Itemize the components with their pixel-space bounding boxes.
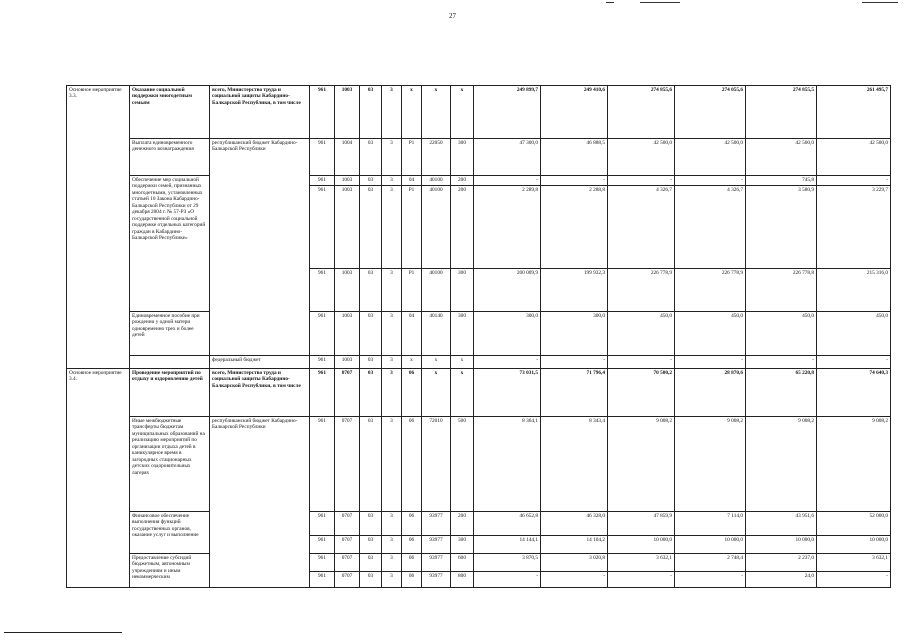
funding-source: всего, Министерство труда и социальной защиты Кабардино-Балкарской Республики, в том числе <box>210 369 310 417</box>
code-cell: 1004 <box>335 139 360 176</box>
footnote-divider <box>4 632 122 633</box>
value-cell: 42 500,0 <box>817 139 891 176</box>
value-cell: 2 289,8 <box>474 186 541 269</box>
value-cell: 9 008,2 <box>608 417 675 512</box>
value-cell: - <box>474 572 541 588</box>
value-cell: 46 328,0 <box>541 512 608 536</box>
code-cell: 300 <box>451 312 474 356</box>
code-cell: 93977 <box>422 554 451 572</box>
value-cell: - <box>675 572 746 588</box>
code-cell: 0707 <box>335 417 360 512</box>
value-cell: 42 500,0 <box>746 139 817 176</box>
value-cell: 3 632,1 <box>817 554 891 572</box>
code-cell: 961 <box>310 269 335 312</box>
value-cell: 2 288,8 <box>541 186 608 269</box>
value-cell: 9 008,2 <box>675 417 746 512</box>
value-cell: 46 888,5 <box>541 139 608 176</box>
code-cell: 961 <box>310 186 335 269</box>
scan-mark-top-right <box>862 2 898 3</box>
code-cell: 200 <box>451 176 474 186</box>
code-cell: 93977 <box>422 536 451 554</box>
value-cell: - <box>817 356 891 369</box>
code-cell: 03 <box>360 369 382 417</box>
activity-label: Основное мероприятие 3.4. <box>67 369 130 588</box>
activity-label: Основное мероприятие 3.3. <box>67 86 130 369</box>
code-cell: 22050 <box>422 139 451 176</box>
code-cell: 300 <box>451 139 474 176</box>
value-cell: - <box>474 176 541 186</box>
value-cell: 46 652,8 <box>474 512 541 536</box>
table-row <box>67 86 891 139</box>
code-cell: 961 <box>310 536 335 554</box>
value-cell: - <box>675 356 746 369</box>
code-cell: 40100 <box>422 186 451 269</box>
code-cell: 3 <box>382 186 402 269</box>
code-cell: 0707 <box>335 369 360 417</box>
code-cell: 06 <box>402 554 422 572</box>
code-cell: 06 <box>402 536 422 554</box>
table-row <box>67 356 891 369</box>
value-cell: - <box>608 356 675 369</box>
value-cell: 2 237,0 <box>746 554 817 572</box>
code-cell: 961 <box>310 572 335 588</box>
value-cell: 274 855,5 <box>746 86 817 139</box>
value-cell: 14 104,2 <box>541 536 608 554</box>
code-cell: 3 <box>382 139 402 176</box>
scan-mark-top-left <box>606 2 614 3</box>
value-cell: 2 748,4 <box>675 554 746 572</box>
value-cell: 47 859,9 <box>608 512 675 536</box>
value-cell: 65 220,8 <box>746 369 817 417</box>
value-cell: - <box>746 356 817 369</box>
activity-title: Проведение мероприятий по отдыху и оздоровлению детей <box>130 369 210 417</box>
value-cell: 10 000,0 <box>817 536 891 554</box>
code-cell: 1003 <box>335 312 360 356</box>
code-cell: 3 <box>382 369 402 417</box>
code-cell: 200 <box>451 512 474 536</box>
value-cell: 226 778,8 <box>746 269 817 312</box>
activity-title <box>130 356 210 369</box>
code-cell: 3 <box>382 572 402 588</box>
code-cell: 800 <box>451 572 474 588</box>
value-cell: 450,0 <box>608 312 675 356</box>
value-cell: - <box>541 572 608 588</box>
code-cell: 3 <box>382 269 402 312</box>
code-cell: 03 <box>360 176 382 186</box>
code-cell: 03 <box>360 356 382 369</box>
code-cell: 3 <box>382 417 402 512</box>
value-cell: 28 870,6 <box>675 369 746 417</box>
code-cell: 300 <box>451 536 474 554</box>
code-cell: 3 <box>382 512 402 536</box>
activity-title: Иные межбюджетные трансферты бюджетам муниципальных образований на реализацию мероприятий по организации отдыха детей в каникулярное время в загородных стационарных детских оздоровительных лагерях <box>130 417 210 512</box>
activity-title: Единовременное пособие при рождении у одной матери одновременно трех и более детей <box>130 312 210 356</box>
value-cell: - <box>817 572 891 588</box>
value-cell: 24,0 <box>746 572 817 588</box>
value-cell: 4 326,7 <box>608 186 675 269</box>
code-cell: 1003 <box>335 86 360 139</box>
value-cell: 71 796,4 <box>541 369 608 417</box>
code-cell: 03 <box>360 554 382 572</box>
code-cell: 03 <box>360 139 382 176</box>
value-cell: 274 855,6 <box>608 86 675 139</box>
code-cell: 04 <box>402 176 422 186</box>
code-cell: 961 <box>310 86 335 139</box>
value-cell: - <box>541 176 608 186</box>
value-cell: 215 316,0 <box>817 269 891 312</box>
code-cell: 06 <box>402 572 422 588</box>
activity-title: Обеспечение мер социальной поддержки семей, признанных многодетными, установленных статьей 10 Закона Кабардино-Балкарской Республики от 29 декабря 2004 г. № 57-РЗ «О государственной социальной поддержке отдельных категорий граждан в Кабардино-Балкарской Республике» <box>130 176 210 312</box>
code-cell: 0707 <box>335 554 360 572</box>
code-cell: 200 <box>451 186 474 269</box>
value-cell: 52 000,0 <box>817 512 891 536</box>
value-cell: - <box>608 572 675 588</box>
table-row <box>67 139 891 176</box>
value-cell: 3 229,7 <box>817 186 891 269</box>
table-row <box>67 417 891 512</box>
value-cell: 8 343,4 <box>541 417 608 512</box>
code-cell: 04 <box>402 312 422 356</box>
value-cell: 199 932,3 <box>541 269 608 312</box>
activity-title: Оказание социальной поддержки многодетным семьям <box>130 86 210 139</box>
value-cell: 73 031,5 <box>474 369 541 417</box>
code-cell: 961 <box>310 369 335 417</box>
code-cell: 72010 <box>422 417 451 512</box>
budget-table <box>66 85 891 588</box>
value-cell: 745,8 <box>746 176 817 186</box>
table-row <box>67 369 891 417</box>
value-cell: 200 009,9 <box>474 269 541 312</box>
code-cell: 93977 <box>422 572 451 588</box>
value-cell: 249 410,6 <box>541 86 608 139</box>
value-cell: 43 951,6 <box>746 512 817 536</box>
funding-source: федеральный бюджет <box>210 356 310 369</box>
code-cell: 40100 <box>422 269 451 312</box>
code-cell: х <box>402 356 422 369</box>
code-cell: 06 <box>402 417 422 512</box>
code-cell: 3 <box>382 176 402 186</box>
code-cell: Р1 <box>402 186 422 269</box>
value-cell: 14 144,1 <box>474 536 541 554</box>
value-cell: 274 055,6 <box>675 86 746 139</box>
value-cell: 7 114,0 <box>675 512 746 536</box>
value-cell: 47 300,0 <box>474 139 541 176</box>
value-cell: 10 000,0 <box>608 536 675 554</box>
table-row <box>67 176 891 186</box>
code-cell: х <box>451 369 474 417</box>
code-cell: 03 <box>360 417 382 512</box>
table-row <box>67 512 891 536</box>
value-cell: 42 500,0 <box>675 139 746 176</box>
value-cell: 450,0 <box>675 312 746 356</box>
code-cell: х <box>402 86 422 139</box>
code-cell: 3 <box>382 86 402 139</box>
code-cell: 03 <box>360 186 382 269</box>
code-cell: 0707 <box>335 512 360 536</box>
value-cell: 249 899,7 <box>474 86 541 139</box>
code-cell: 40140 <box>422 312 451 356</box>
value-cell: - <box>608 176 675 186</box>
code-cell: 1003 <box>335 356 360 369</box>
code-cell: х <box>451 356 474 369</box>
code-cell: 1003 <box>335 186 360 269</box>
code-cell: 1003 <box>335 176 360 186</box>
funding-source: всего, Министерство труда и социальной защиты Кабардино-Балкарской Республики, в том числе <box>210 86 310 139</box>
funding-source: республиканский бюджет Кабардино-Балкарской Республики <box>210 139 310 356</box>
value-cell: 4 326,7 <box>675 186 746 269</box>
page-number: 27 <box>449 12 456 20</box>
value-cell: 9 008,2 <box>817 417 891 512</box>
value-cell: 300,0 <box>541 312 608 356</box>
table-row <box>67 554 891 572</box>
value-cell: 3 870,5 <box>474 554 541 572</box>
code-cell: х <box>422 369 451 417</box>
value-cell: 226 778,9 <box>675 269 746 312</box>
activity-title: Выплата единовременного денежного вознаграждения <box>130 139 210 176</box>
code-cell: 961 <box>310 512 335 536</box>
activity-title: Предоставление субсидий бюджетным, автономным учреждениям и иным некоммерческим <box>130 554 210 588</box>
code-cell: 40100 <box>422 176 451 186</box>
code-cell: 961 <box>310 139 335 176</box>
code-cell: 961 <box>310 312 335 356</box>
code-cell: 300 <box>451 269 474 312</box>
value-cell: 42 500,0 <box>608 139 675 176</box>
value-cell: 226 778,9 <box>608 269 675 312</box>
code-cell: 03 <box>360 536 382 554</box>
code-cell: 93977 <box>422 512 451 536</box>
code-cell: 0707 <box>335 572 360 588</box>
code-cell: х <box>451 86 474 139</box>
value-cell: - <box>541 356 608 369</box>
scan-mark-top-mid <box>640 2 680 3</box>
funding-source: республиканский бюджет Кабардино-Балкарской Республики <box>210 417 310 588</box>
value-cell: 3 632,1 <box>608 554 675 572</box>
code-cell: 03 <box>360 512 382 536</box>
value-cell: 74 640,3 <box>817 369 891 417</box>
code-cell: 500 <box>451 417 474 512</box>
code-cell: Р1 <box>402 269 422 312</box>
value-cell: 70 500,2 <box>608 369 675 417</box>
code-cell: 3 <box>382 536 402 554</box>
code-cell: 3 <box>382 356 402 369</box>
value-cell: 10 000,0 <box>675 536 746 554</box>
code-cell: 03 <box>360 312 382 356</box>
code-cell: 3 <box>382 554 402 572</box>
code-cell: 06 <box>402 369 422 417</box>
code-cell: 06 <box>402 512 422 536</box>
code-cell: 03 <box>360 86 382 139</box>
code-cell: 961 <box>310 356 335 369</box>
value-cell: 8 364,1 <box>474 417 541 512</box>
value-cell: 3 580,9 <box>746 186 817 269</box>
value-cell: - <box>817 176 891 186</box>
value-cell: 450,0 <box>817 312 891 356</box>
code-cell: 03 <box>360 572 382 588</box>
value-cell: 10 000,0 <box>746 536 817 554</box>
value-cell: 3 020,8 <box>541 554 608 572</box>
code-cell: 03 <box>360 269 382 312</box>
code-cell: 1003 <box>335 269 360 312</box>
value-cell: 261 495,7 <box>817 86 891 139</box>
code-cell: 961 <box>310 417 335 512</box>
activity-title: Финансовое обеспечение выполнения функций государственных органов, оказание услуг и выполнение <box>130 512 210 554</box>
value-cell: - <box>675 176 746 186</box>
code-cell: Р1 <box>402 139 422 176</box>
code-cell: 961 <box>310 554 335 572</box>
code-cell: 961 <box>310 176 335 186</box>
code-cell: х <box>422 86 451 139</box>
code-cell: 3 <box>382 312 402 356</box>
value-cell: 9 008,2 <box>746 417 817 512</box>
value-cell: 300,0 <box>474 312 541 356</box>
value-cell: - <box>474 356 541 369</box>
code-cell: х <box>422 356 451 369</box>
table-row <box>67 312 891 356</box>
code-cell: 0707 <box>335 536 360 554</box>
code-cell: 600 <box>451 554 474 572</box>
value-cell: 450,0 <box>746 312 817 356</box>
